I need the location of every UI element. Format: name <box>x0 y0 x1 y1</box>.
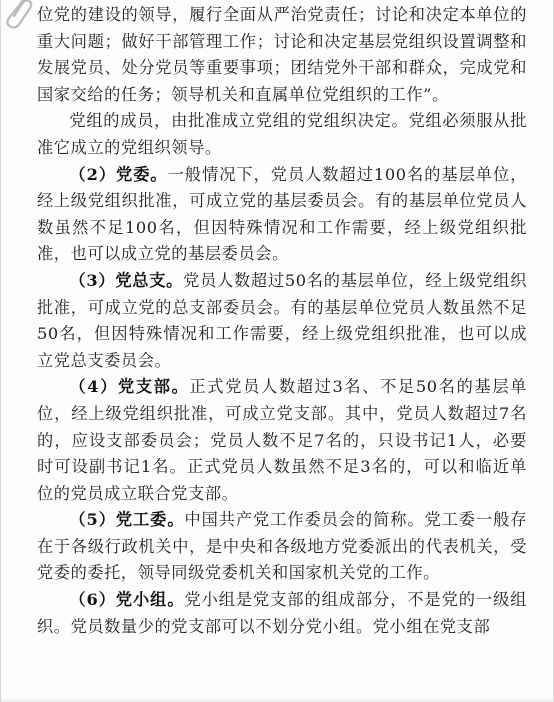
paragraph-text: 党员人数超过50名的基层单位，经上级党组织批准，可成立党的总支部委员会。有的基层单位党员人数虽然不足50名，但因特殊情况和工作需要，经上级党组织批准，也可以成立党总支委员会。 <box>37 270 527 370</box>
paragraph-continued <box>37 2 527 108</box>
paragraph-party-branch <box>37 374 527 507</box>
term-heading: （5）党工委。 <box>69 510 185 530</box>
paragraph-text: 位党的建设的领导，履行全面从严治党责任；讨论和决定本单位的重大问题；做好干部管理工作；讨论和决定基层党组织设置调整和发展党员、处分党员等重要事项；团结党外干部和群众，完成党和国家交给的任务；领导机关和直属单位党组织的工作”。 <box>37 5 527 104</box>
term-heading: （4）党支部。 <box>69 377 190 397</box>
paragraph-text: 中国共产党工作委员会的简称。党工委一般存在于各级行政机关中，是中央和各级地方党委派出的代表机关，受党委的委托，领导同级党委机关和国家机关党的工作。 <box>37 510 528 583</box>
paragraph-text: 正式党员人数超过3名、不足50名的基层单位，经上级党组织批准，可成立党支部。其中，党员人数超过7名的，应设支部委员会；党员人数不足7名的，只设书记1人，必要时可设副书记1名。正式党员人数虽然不足3名的，可以和临近单位的党员成立联合党支部。 <box>37 377 527 503</box>
paragraph-party-committee <box>37 162 527 268</box>
paragraph-text: 一般情况下，党员人数超过100名的基层单位，经上级党组织批准，可成立党的基层委员会。有的基层单位党员人数虽然不足100名，但因特殊情况和工作需要，经上级党组织批准，也可以成立党的基层委员会。 <box>37 164 527 264</box>
paragraph-party-group-members <box>37 108 527 161</box>
paper-clip-icon <box>3 0 33 40</box>
paragraph-text: 党小组是党支部的组成部分，不是党的一级组织。党员数量少的党支部可以不划分党小组。党小组在党支部 <box>37 590 528 636</box>
paragraph-text: 党组的成员，由批准成立党组的党组织决定。党组必须服从批准它成立的党组织领导。 <box>37 111 527 157</box>
paragraph-work-committee <box>37 507 527 587</box>
page-edge-shadow <box>1 698 553 702</box>
term-heading: （3）党总支。 <box>69 270 184 290</box>
paragraph-general-branch <box>37 268 527 374</box>
paragraph-party-group <box>37 587 527 640</box>
term-heading: （6）党小组。 <box>69 590 185 610</box>
term-heading: （2）党委。 <box>69 164 168 184</box>
document-body <box>37 2 527 640</box>
